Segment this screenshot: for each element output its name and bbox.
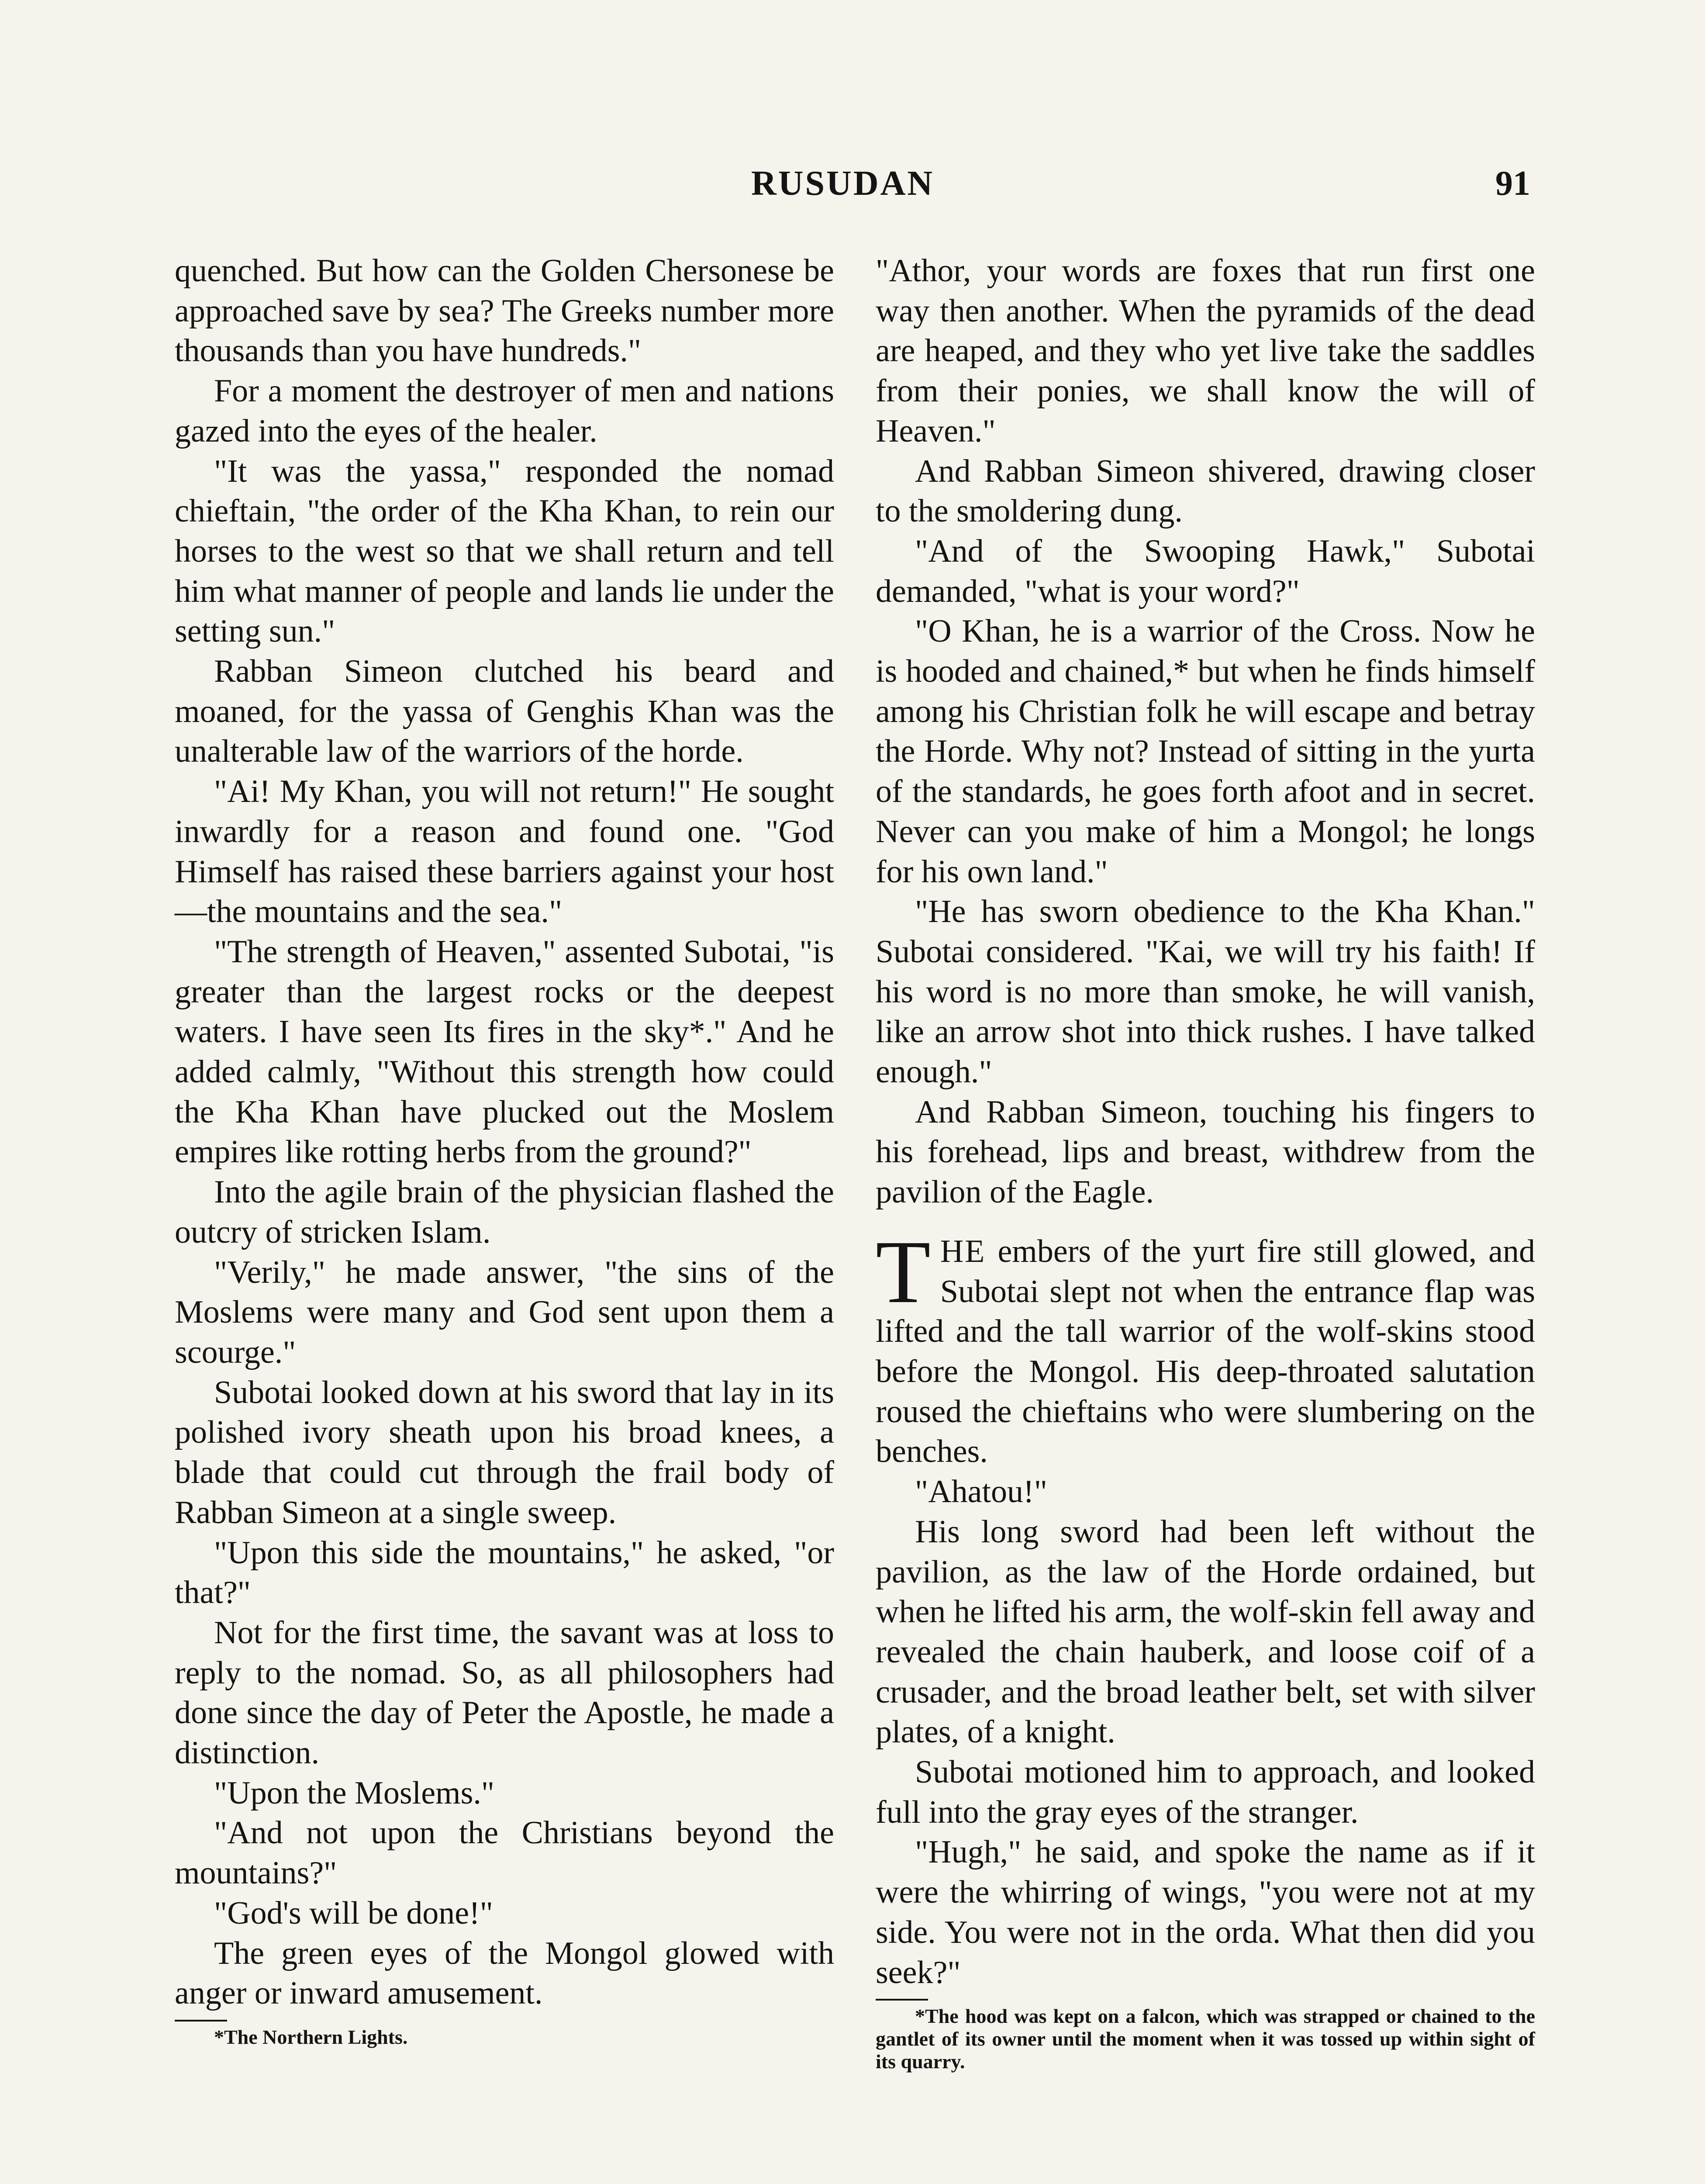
paragraph: "Verily," he made answer, "the sins of the Moslems were many and God sent upon them a scourge." <box>175 1254 834 1370</box>
paragraph: And Rabban Simeon shivered, drawing closer to the smoldering dung. <box>876 453 1535 529</box>
paragraph: "The strength of Heaven," assented Subotai, "is greater than the largest rocks or the deepest waters. I have seen Its fires in the sky*." And he added calmly, "Without this strength how could the Kha Khan have plucked out the Moslem empires like rotting herbs from the ground?" <box>175 933 834 1170</box>
paragraph: "Ahatou!" <box>915 1474 1047 1510</box>
paragraph: "And of the Swooping Hawk," Subotai demanded, "what is your word?" <box>876 533 1535 609</box>
paragraph: "God's will be done!" <box>214 1895 493 1931</box>
paragraph: And Rabban Simeon, touching his fingers to his forehead, lips and breast, withdrew from the pavilion of the Eagle. <box>876 1094 1535 1210</box>
paragraph: "He has sworn obedience to the Kha Khan." Subotai considered. "Kai, we will try his faith! If his word is no more than smoke, he will vanish, like an arrow shot into thick rushes. I have talked enough." <box>876 894 1535 1090</box>
drop-cap: T <box>876 1221 931 1322</box>
paragraph: Subotai motioned him to approach, and looked full into the gray eyes of the stranger. <box>876 1754 1535 1830</box>
paragraph-text: embers of the yurt fire still glowed, and Subotai slept not when the entrance flap was lifted and the tall warrior of the wolf-skins stood before the Mongol. His deep-throated salutation roused the chieftains who were slumbering on the benches. <box>876 1233 1535 1470</box>
paragraph: The green eyes of the Mongol glowed with anger or inward amusement. <box>175 1935 834 2011</box>
footnote-rule <box>175 2020 227 2022</box>
paragraph: quenched. But how can the Golden Chersonese be approached save by sea? The Greeks number more thousands than you have hundreds." <box>175 253 834 369</box>
page-number: 91 <box>1495 164 1530 203</box>
paragraph: His long sword had been left without the pavilion, as the law of the Horde ordained, but when he lifted his arm, the wolf-skin fell away and revealed the chain hauberk, and loose coif of a crusader, and the broad leather belt, set with silver plates, of a knight. <box>876 1514 1535 1750</box>
paragraph: Into the agile brain of the physician flashed the outcry of stricken Islam. <box>175 1174 834 1250</box>
small-caps-word: HE <box>940 1233 986 1269</box>
footnote: *The Northern Lights. <box>214 2025 408 2048</box>
paragraph: Subotai looked down at his sword that lay in its polished ivory sheath upon his broad knees, a blade that could cut through the frail body of Rabban Simeon at a single sweep. <box>175 1374 834 1531</box>
paragraph: "Ai! My Khan, you will not return!" He sought inwardly for a reason and found one. "God Himself has raised these barriers against your host—the mountains and the sea." <box>175 774 834 930</box>
footnote: *The hood was kept on a falcon, which was strapped or chained to the gantlet of its owner until the moment when it was tossed up within sight of its quarry. <box>876 2005 1535 2073</box>
paragraph: "And not upon the Christians beyond the mountains?" <box>175 1815 834 1891</box>
paragraph: "Hugh," he said, and spoke the name as if it were the whirring of wings, "you were not at my side. You were not in the orda. What then did you seek?" <box>876 1834 1535 1990</box>
paragraph: For a moment the destroyer of men and nations gazed into the eyes of the healer. <box>175 373 834 449</box>
paragraph: "Athor, your words are foxes that run first one way then another. When the pyramids of the dead are heaped, and they who yet live take the saddles from their ponies, we shall know the will of Heaven." <box>876 253 1535 449</box>
paragraph: Rabban Simeon clutched his beard and moaned, for the yassa of Genghis Khan was the unalterable law of the warriors of the horde. <box>175 653 834 770</box>
paragraph: "O Khan, he is a warrior of the Cross. Now he is hooded and chained,* but when he finds himself among his Christian folk he will escape and betray the Horde. Why not? Instead of sitting in the yurta of the standards, he goes forth afoot and in secret. Never can you make of him a Mongol; he longs for his own land." <box>876 613 1535 890</box>
paragraph: "Upon this side the mountains," he asked, "or that?" <box>175 1534 834 1611</box>
running-head: RUSUDAN <box>751 164 935 203</box>
section-opening-paragraph <box>876 1221 1535 1472</box>
paragraph: "Upon the Moslems." <box>214 1775 495 1811</box>
footnote-rule <box>876 1999 928 2001</box>
right-column <box>876 251 1535 2073</box>
left-column <box>175 251 834 2049</box>
paragraph: "It was the yassa," responded the nomad chieftain, "the order of the Kha Khan, to rein our horses to the west so that we shall return and tell him what manner of people and lands lie under the setting sun." <box>175 453 834 650</box>
paragraph: Not for the first time, the savant was at loss to reply to the nomad. So, as all philosophers had done since the day of Peter the Apostle, he made a distinction. <box>175 1614 834 1771</box>
